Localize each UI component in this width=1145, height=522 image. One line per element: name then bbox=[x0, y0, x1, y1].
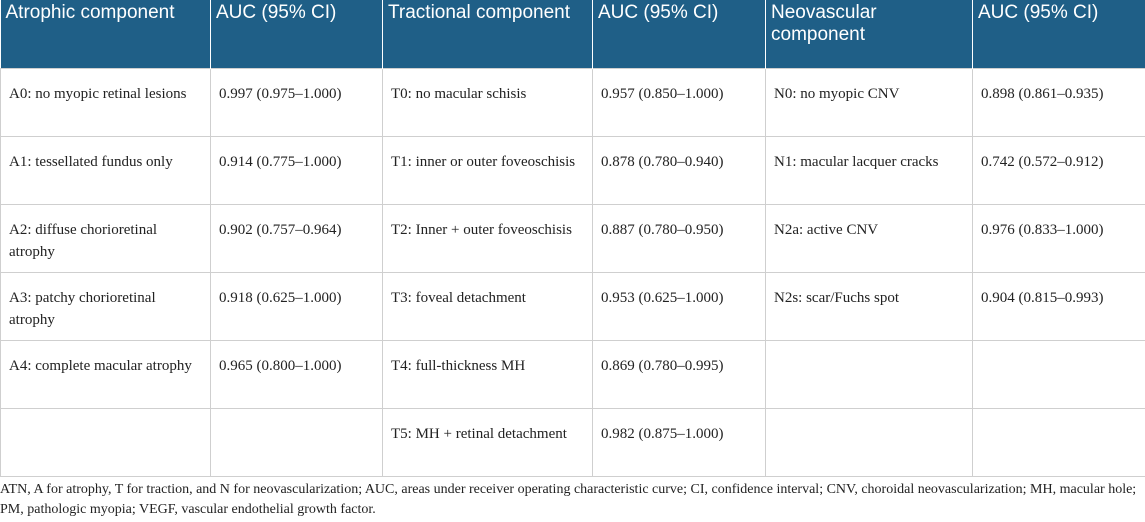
table-body bbox=[1, 68, 1145, 476]
tractional-auc-cell: 0.953 (0.625–1.000) bbox=[593, 272, 766, 340]
neovascular-auc-cell: 0.742 (0.572–0.912) bbox=[973, 136, 1145, 204]
tractional-cell: T1: inner or outer foveoschisis bbox=[383, 136, 593, 204]
neovascular-cell: N2a: active CNV bbox=[766, 204, 973, 272]
header-tractional-component: Tractional component bbox=[383, 0, 593, 68]
table-header bbox=[1, 0, 1145, 68]
header-neovascular-auc: AUC (95% CI) bbox=[973, 0, 1145, 68]
table-row bbox=[1, 204, 1145, 272]
table-row bbox=[1, 136, 1145, 204]
atrophic-cell: A2: diffuse chorioretinal atrophy bbox=[1, 204, 211, 272]
atrophic-cell: A4: complete macular atrophy bbox=[1, 340, 211, 408]
tractional-auc-cell: 0.887 (0.780–0.950) bbox=[593, 204, 766, 272]
header-row bbox=[1, 0, 1145, 68]
tractional-auc-cell: 0.982 (0.875–1.000) bbox=[593, 408, 766, 476]
tractional-auc-cell: 0.957 (0.850–1.000) bbox=[593, 68, 766, 136]
tractional-cell: T0: no macular schisis bbox=[383, 68, 593, 136]
table-row bbox=[1, 272, 1145, 340]
neovascular-auc-cell: 0.976 (0.833–1.000) bbox=[973, 204, 1145, 272]
tractional-auc-cell: 0.869 (0.780–0.995) bbox=[593, 340, 766, 408]
header-tractional-auc: AUC (95% CI) bbox=[593, 0, 766, 68]
neovascular-auc-cell bbox=[973, 340, 1145, 408]
neovascular-auc-cell bbox=[973, 408, 1145, 476]
neovascular-auc-cell: 0.898 (0.861–0.935) bbox=[973, 68, 1145, 136]
table-row bbox=[1, 68, 1145, 136]
neovascular-cell: N0: no myopic CNV bbox=[766, 68, 973, 136]
neovascular-cell bbox=[766, 340, 973, 408]
atrophic-auc-cell bbox=[211, 408, 383, 476]
table-row bbox=[1, 340, 1145, 408]
atrophic-cell bbox=[1, 408, 211, 476]
tractional-cell: T2: Inner + outer foveoschisis bbox=[383, 204, 593, 272]
neovascular-cell: N2s: scar/Fuchs spot bbox=[766, 272, 973, 340]
atrophic-auc-cell: 0.914 (0.775–1.000) bbox=[211, 136, 383, 204]
tractional-cell: T4: full-thickness MH bbox=[383, 340, 593, 408]
header-neovascular-component: Neovascular component bbox=[766, 0, 973, 68]
neovascular-cell: N1: macular lacquer cracks bbox=[766, 136, 973, 204]
atrophic-auc-cell: 0.965 (0.800–1.000) bbox=[211, 340, 383, 408]
atrophic-cell: A1: tessellated fundus only bbox=[1, 136, 211, 204]
atrophic-auc-cell: 0.918 (0.625–1.000) bbox=[211, 272, 383, 340]
tractional-cell: T3: foveal detachment bbox=[383, 272, 593, 340]
header-atrophic-component: Atrophic component bbox=[1, 0, 211, 68]
atrophic-cell: A0: no myopic retinal lesions bbox=[1, 68, 211, 136]
header-atrophic-auc: AUC (95% CI) bbox=[211, 0, 383, 68]
table-footnote: ATN, A for atrophy, T for traction, and N for neovascularization; AUC, areas under receiver operating characteristic curve; CI, confidence interval; CNV, choroidal neovascularization; MH, macular hole; PM, pathologic myopia; VEGF, vascular endothelial growth factor. bbox=[0, 482, 1137, 517]
table-row bbox=[1, 408, 1145, 476]
tractional-auc-cell: 0.878 (0.780–0.940) bbox=[593, 136, 766, 204]
atrophic-auc-cell: 0.902 (0.757–0.964) bbox=[211, 204, 383, 272]
atrophic-auc-cell: 0.997 (0.975–1.000) bbox=[211, 68, 383, 136]
atrophic-cell: A3: patchy chorioretinal atrophy bbox=[1, 272, 211, 340]
neovascular-cell bbox=[766, 408, 973, 476]
tractional-cell: T5: MH + retinal detachment bbox=[383, 408, 593, 476]
neovascular-auc-cell: 0.904 (0.815–0.993) bbox=[973, 272, 1145, 340]
